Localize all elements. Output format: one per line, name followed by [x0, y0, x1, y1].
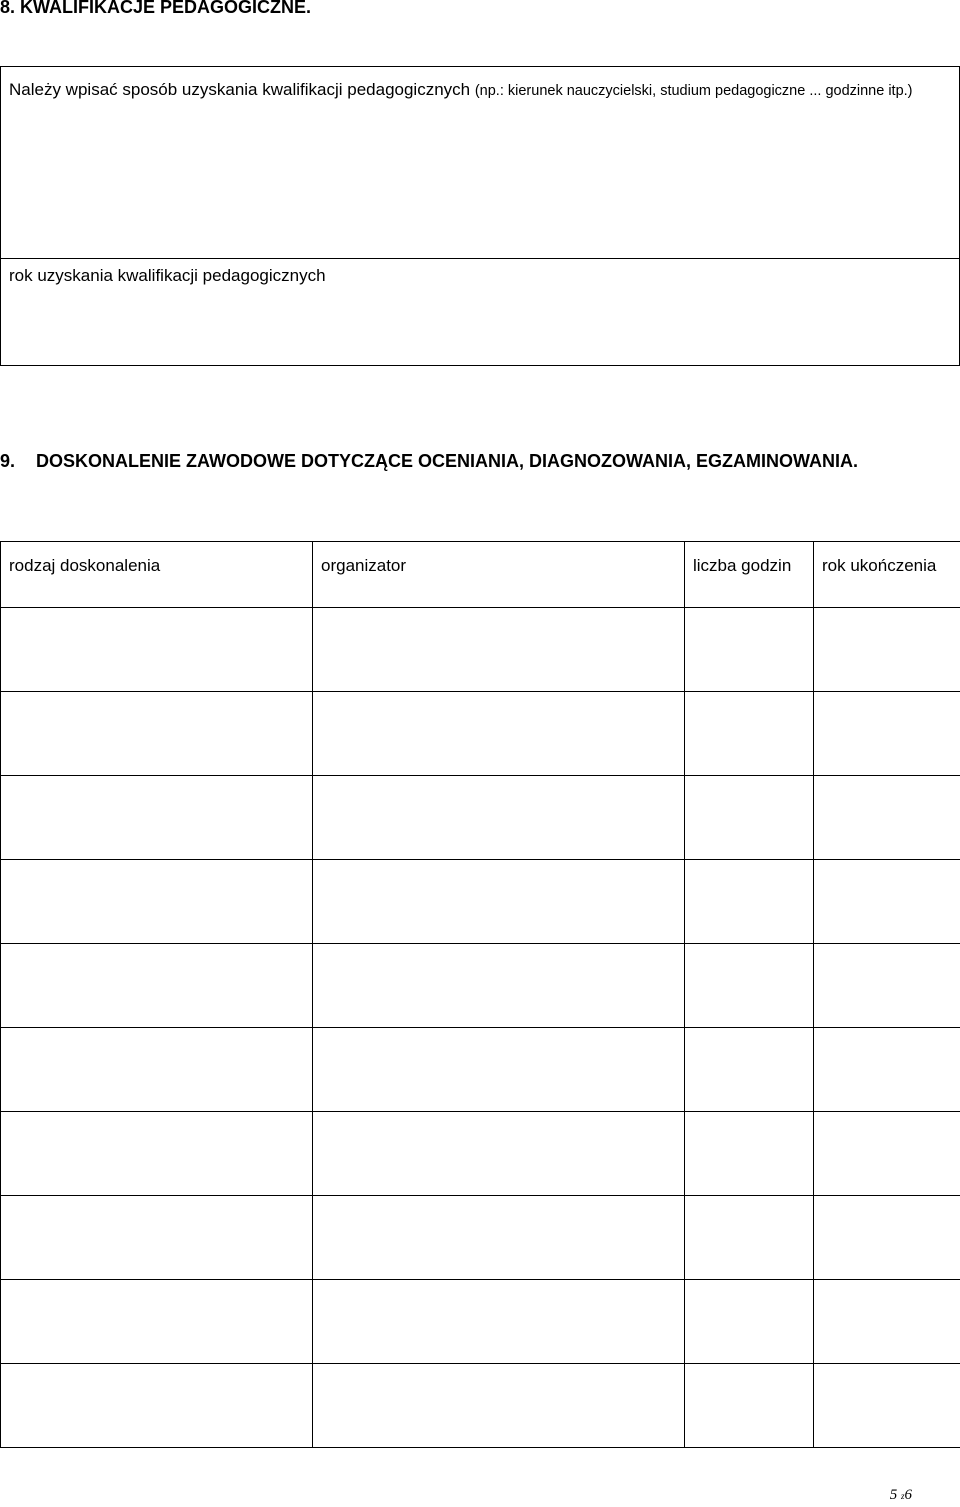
cell-hours[interactable] — [685, 944, 814, 1028]
cell-training-type[interactable] — [1, 1280, 313, 1364]
table-row — [1, 1112, 960, 1196]
cell-completion-year[interactable] — [814, 1028, 960, 1112]
cell-completion-year[interactable] — [814, 860, 960, 944]
instruction-example: (np.: kierunek nauczycielski, studium pedagogiczne ... godzinne itp.) — [474, 83, 913, 99]
cell-completion-year[interactable] — [814, 692, 960, 776]
table-row — [1, 1364, 960, 1448]
cell-completion-year[interactable] — [814, 776, 960, 860]
cell-training-type[interactable] — [1, 608, 313, 692]
cell-training-type[interactable] — [1, 1112, 313, 1196]
cell-hours[interactable] — [685, 608, 814, 692]
qualification-year-label: rok uzyskania kwalifikacji pedagogicznych — [9, 266, 326, 285]
table-row — [1, 1028, 960, 1112]
page-number — [890, 1487, 912, 1504]
cell-organizer[interactable] — [313, 776, 685, 860]
cell-completion-year[interactable] — [814, 1280, 960, 1364]
table-row — [1, 1196, 960, 1280]
cell-completion-year[interactable] — [814, 944, 960, 1028]
cell-hours[interactable] — [685, 860, 814, 944]
cell-hours[interactable] — [685, 1028, 814, 1112]
page-separator: z — [900, 1491, 905, 1501]
header-training-type: rodzaj doskonalenia — [1, 542, 313, 608]
table-row — [1, 860, 960, 944]
cell-organizer[interactable] — [313, 944, 685, 1028]
cell-organizer[interactable] — [313, 1028, 685, 1112]
table-row — [1, 944, 960, 1028]
cell-completion-year[interactable] — [814, 608, 960, 692]
cell-organizer[interactable] — [313, 1364, 685, 1448]
header-hours: liczba godzin — [685, 542, 814, 608]
table-row — [1, 776, 960, 860]
cell-training-type[interactable] — [1, 944, 313, 1028]
cell-training-type[interactable] — [1, 692, 313, 776]
section-8-title: 8. KWALIFIKACJE PEDAGOGICZNE. — [0, 0, 312, 17]
cell-hours[interactable] — [685, 692, 814, 776]
cell-training-type[interactable] — [1, 1028, 313, 1112]
training-table — [0, 541, 960, 1448]
cell-organizer[interactable] — [313, 692, 685, 776]
header-completion-year: rok ukończenia — [814, 542, 960, 608]
cell-training-type[interactable] — [1, 1364, 313, 1448]
cell-hours[interactable] — [685, 776, 814, 860]
cell-training-type[interactable] — [1, 776, 313, 860]
table-row — [1, 1280, 960, 1364]
cell-completion-year[interactable] — [814, 1196, 960, 1280]
cell-completion-year[interactable] — [814, 1364, 960, 1448]
page-current: 5 — [889, 1487, 898, 1503]
cell-training-type[interactable] — [1, 860, 313, 944]
cell-organizer[interactable] — [313, 608, 685, 692]
header-organizer: organizator — [313, 542, 685, 608]
cell-organizer[interactable] — [313, 1112, 685, 1196]
cell-hours[interactable] — [685, 1196, 814, 1280]
section-9-heading: DOSKONALENIE ZAWODOWE DOTYCZĄCE OCENIANIA, DIAGNOZOWANIA, EGZAMINOWANIA. — [36, 451, 858, 471]
cell-organizer[interactable] — [313, 1196, 685, 1280]
table-row — [1, 608, 960, 692]
page-total: 6 — [904, 1487, 912, 1503]
cell-training-type[interactable] — [1, 1196, 313, 1280]
qualification-year-box[interactable] — [0, 258, 960, 366]
cell-hours[interactable] — [685, 1112, 814, 1196]
cell-completion-year[interactable] — [814, 1112, 960, 1196]
qualifications-instruction — [9, 79, 949, 102]
table-header-row — [1, 542, 960, 608]
section-9-number: 9. — [0, 451, 16, 471]
instruction-main: Należy wpisać sposób uzyskania kwalifikacji pedagogicznych — [9, 80, 475, 99]
cell-organizer[interactable] — [313, 860, 685, 944]
table-row — [1, 692, 960, 776]
cell-hours[interactable] — [685, 1280, 814, 1364]
cell-organizer[interactable] — [313, 1280, 685, 1364]
cell-hours[interactable] — [685, 1364, 814, 1448]
